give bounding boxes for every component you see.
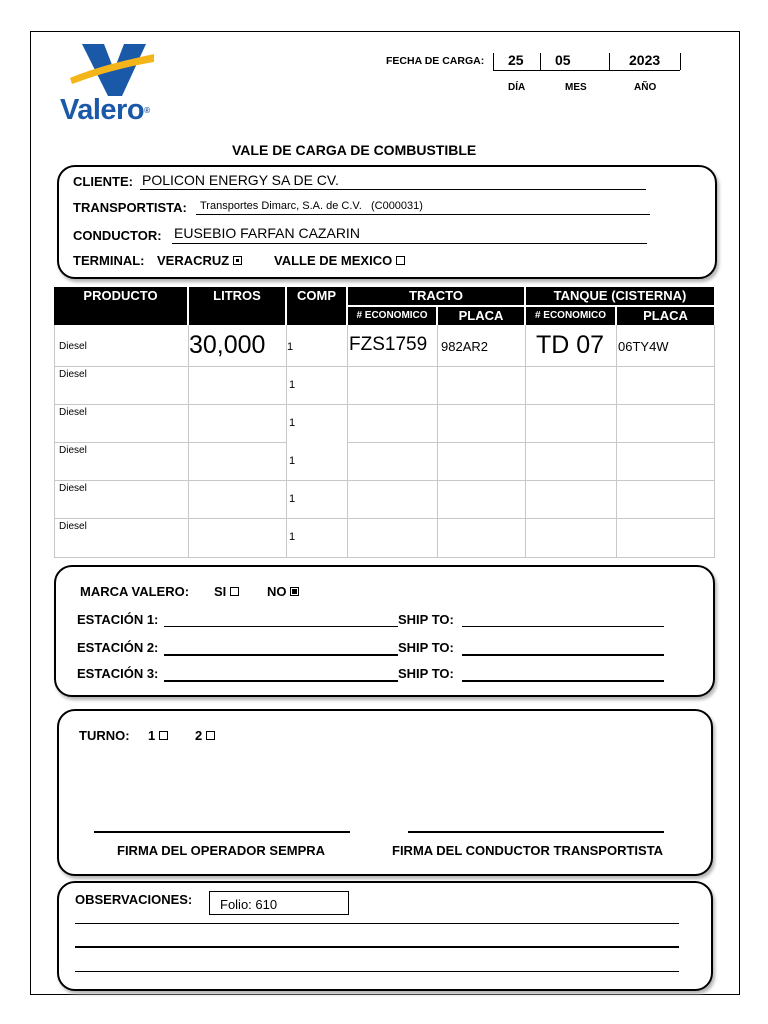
header-comp: COMP — [287, 287, 346, 325]
date-month: 05 — [555, 52, 571, 68]
header-tracto: TRACTO — [348, 287, 524, 305]
terminal-veracruz[interactable]: VERACRUZ — [157, 253, 242, 268]
date-label: FECHA DE CARGA: — [386, 55, 485, 67]
cell-producto: Diesel — [59, 483, 87, 494]
cell-comp: 1 — [289, 417, 296, 429]
estacion-3-label: ESTACIÓN 3: — [77, 666, 159, 681]
table-row — [55, 519, 189, 558]
table-row — [55, 481, 189, 519]
cell-comp: 1 — [287, 341, 294, 353]
turno-option-2[interactable]: 2 — [195, 728, 215, 743]
cell-tanque-economico: TD 07 — [536, 331, 605, 359]
cliente-label: CLIENTE: — [73, 174, 133, 189]
marca-valero-label: MARCA VALERO: — [80, 584, 190, 599]
ship-to-3-label: SHIP TO: — [398, 666, 454, 681]
header-litros: LITROS — [189, 287, 285, 325]
cell-producto: Diesel — [59, 369, 87, 380]
product-table — [54, 287, 714, 558]
folio-value: Folio: 610 — [220, 897, 278, 912]
marca-si-option[interactable]: SI — [214, 584, 239, 599]
turno-2-checkbox[interactable] — [206, 731, 215, 740]
table-row — [55, 443, 189, 481]
valero-logo-icon — [68, 40, 158, 98]
date-day: 25 — [508, 52, 524, 68]
estacion-1-label: ESTACIÓN 1: — [77, 612, 159, 627]
cell-comp: 1 — [289, 493, 296, 505]
cell-comp: 1 — [289, 455, 296, 467]
firma-operador-label: FIRMA DEL OPERADOR SEMPRA — [117, 843, 326, 858]
cell-producto: Diesel — [59, 341, 87, 352]
cell-comp: 1 — [289, 531, 296, 543]
observaciones-label: OBSERVACIONES: — [75, 892, 193, 907]
firma-conductor-label: FIRMA DEL CONDUCTOR TRANSPORTISTA — [392, 843, 664, 858]
conductor-label: CONDUCTOR: — [73, 228, 162, 243]
table-body — [54, 325, 714, 558]
cell-litros: 30,000 — [189, 331, 266, 359]
cell-producto: Diesel — [59, 521, 87, 532]
table-row — [55, 367, 189, 405]
turno-label: TURNO: — [79, 728, 130, 743]
header-tracto-placa: PLACA — [438, 307, 524, 325]
estacion-2-label: ESTACIÓN 2: — [77, 640, 159, 655]
header-tanque: TANQUE (CISTERNA) — [526, 287, 714, 305]
ship-to-1-label: SHIP TO: — [398, 612, 454, 627]
cliente-value: POLICON ENERGY SA DE CV. — [142, 172, 339, 188]
document-title: VALE DE CARGA DE COMBUSTIBLE — [232, 142, 477, 158]
day-label: DÍA — [508, 82, 526, 93]
valero-wordmark: Valero® — [60, 94, 150, 126]
turno-1-checkbox[interactable] — [159, 731, 168, 740]
cell-producto: Diesel — [59, 445, 87, 456]
header-producto: PRODUCTO — [54, 287, 187, 325]
folio-box — [209, 891, 349, 915]
no-checkbox[interactable] — [290, 587, 299, 596]
cell-tanque-placa: 06TY4W — [618, 339, 669, 354]
marca-no-option[interactable]: NO — [267, 584, 299, 599]
cell-producto: Diesel — [59, 407, 87, 418]
turno-option-1[interactable]: 1 — [148, 728, 168, 743]
ship-to-2-label: SHIP TO: — [398, 640, 454, 655]
cell-tracto-economico: FZS1759 — [349, 334, 428, 355]
conductor-value: EUSEBIO FARFAN CAZARIN — [174, 225, 360, 241]
cell-tracto-placa: 982AR2 — [441, 339, 488, 354]
transportista-value: Transportes Dimarc, S.A. de C.V. (C000031) — [200, 200, 423, 212]
transportista-label: TRANSPORTISTA: — [73, 200, 187, 215]
month-label: MES — [565, 82, 587, 93]
table-row — [55, 325, 189, 367]
header-tanque-economico: # ECONOMICO — [526, 307, 615, 325]
terminal-label: TERMINAL: — [73, 253, 145, 268]
header-tracto-economico: # ECONOMICO — [348, 307, 436, 325]
cell-comp: 1 — [289, 379, 296, 391]
veracruz-checkbox[interactable] — [233, 256, 242, 265]
table-row — [55, 405, 189, 443]
date-year: 2023 — [629, 52, 661, 68]
year-label: AÑO — [634, 82, 657, 93]
valle-de-mexico-checkbox[interactable] — [396, 256, 405, 265]
header-tanque-placa: PLACA — [617, 307, 714, 325]
terminal-valle-de-mexico[interactable]: VALLE DE MEXICO — [274, 253, 405, 268]
si-checkbox[interactable] — [230, 587, 239, 596]
